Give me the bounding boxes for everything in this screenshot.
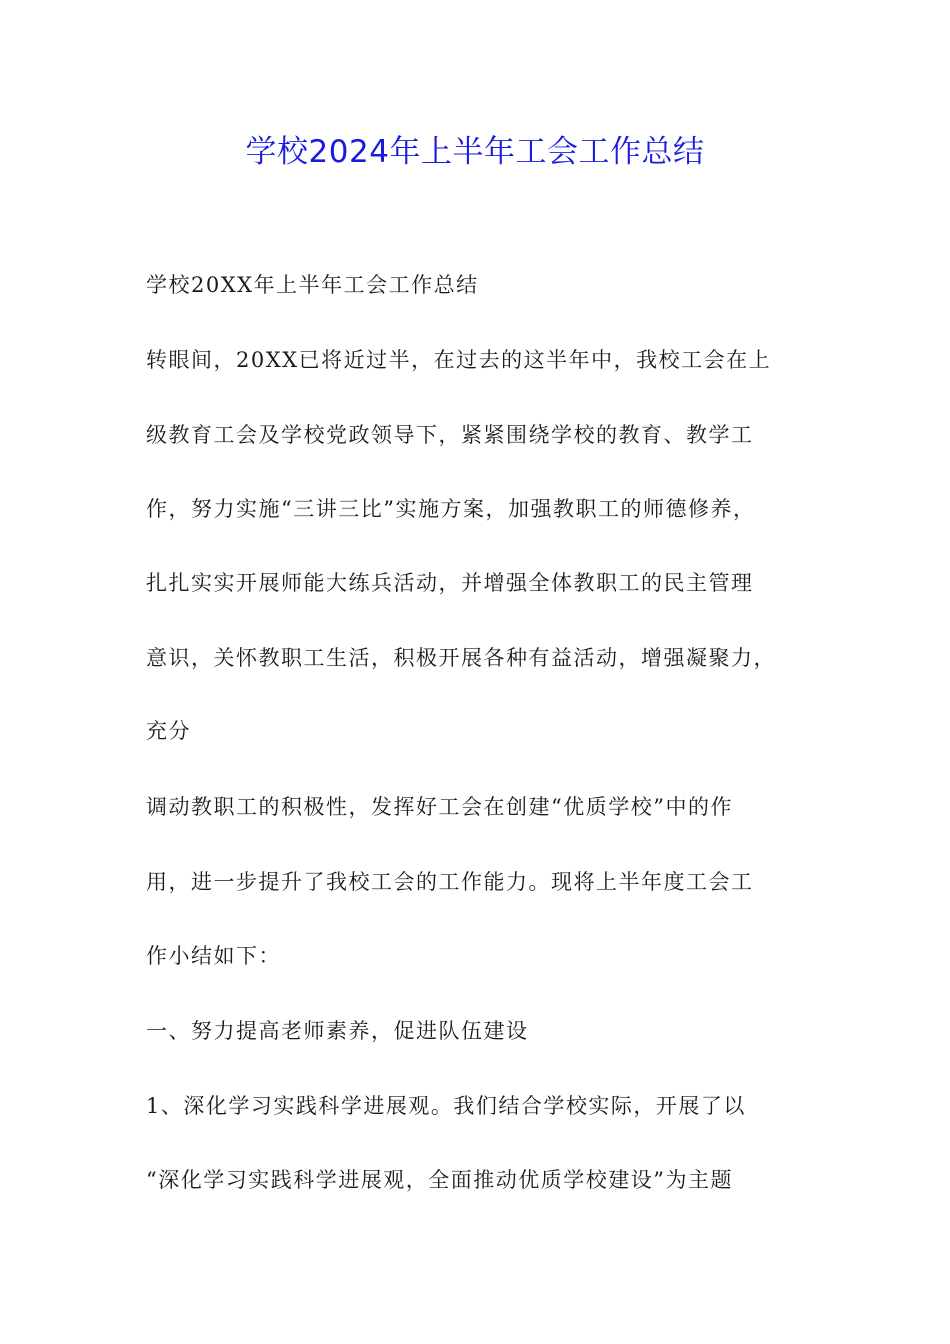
paragraph-line: 调动教职工的积极性，发挥好工会在创建“优质学校”中的作 (146, 795, 733, 819)
paragraph-line: 意识，关怀教职工生活，积极开展各种有益活动，增强凝聚力， (146, 646, 776, 670)
paragraph-line: 扎扎实实开展师能大练兵活动，并增强全体教职工的民主管理 (146, 571, 754, 595)
paragraph-line: 充分 (146, 719, 191, 743)
paragraph-line: 级教育工会及学校党政领导下，紧紧围绕学校的教育、教学工 (146, 423, 754, 447)
paragraph-line: “深化学习实践科学进展观，全面推动优质学校建设”为主题 (146, 1168, 733, 1192)
paragraph-line: 用，进一步提升了我校工会的工作能力。现将上半年度工会工 (146, 870, 754, 894)
paragraph-line: 转眼间，20XX已将近过半，在过去的这半年中，我校工会在上 (146, 348, 772, 372)
subtitle-line: 学校20XX年上半年工会工作总结 (146, 273, 479, 297)
paragraph-line: 1、深化学习实践科学进展观。我们结合学校实际，开展了以 (146, 1094, 746, 1118)
paragraph-line: 作，努力实施“三讲三比”实施方案，加强教职工的师德修养， (146, 497, 756, 521)
document-title: 学校2024年上半年工会工作总结 (245, 134, 705, 170)
section-heading: 一、努力提高老师素养，促进队伍建设 (146, 1019, 529, 1043)
paragraph-line: 作小结如下： (146, 944, 281, 968)
